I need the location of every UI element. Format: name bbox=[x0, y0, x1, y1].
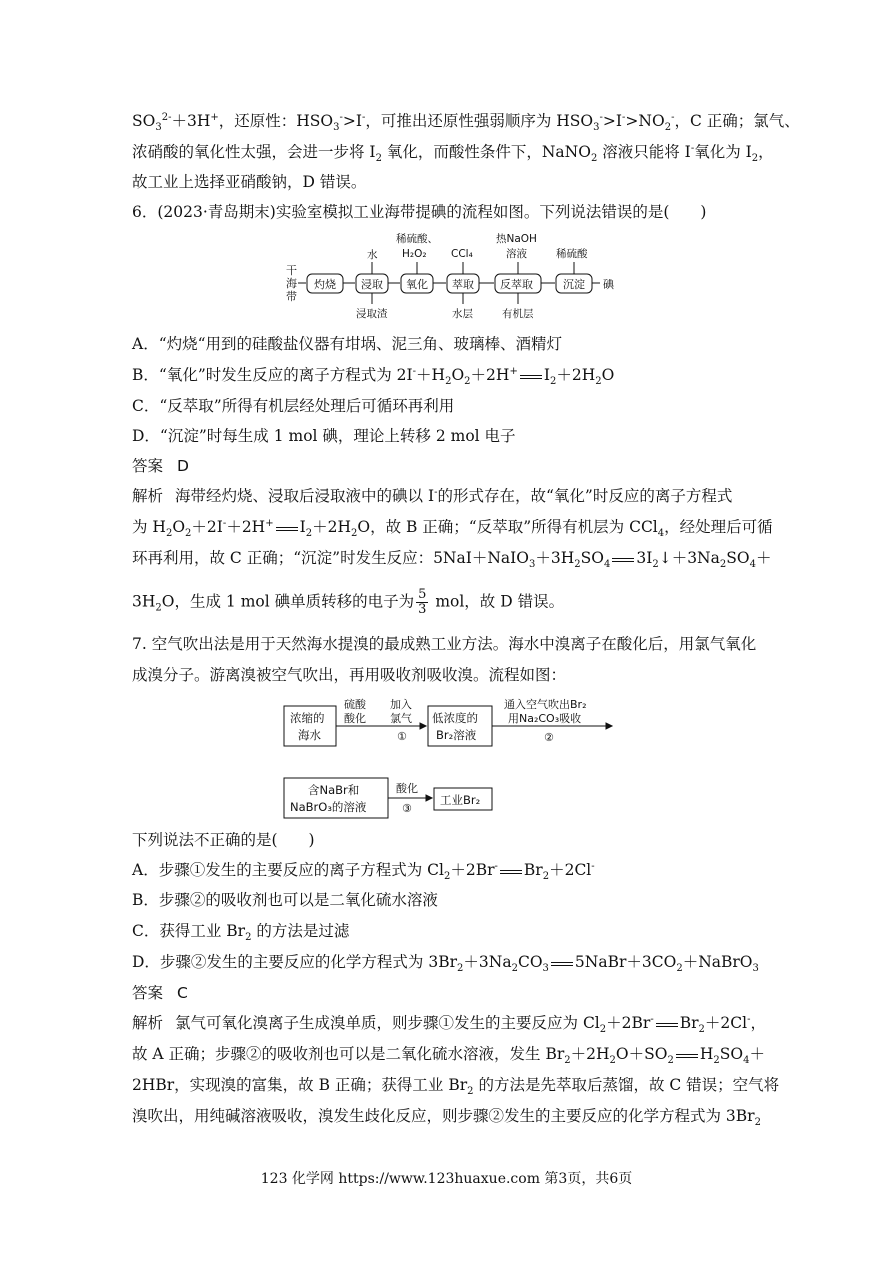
q6-analysis-line-1: 解析 海带经灼烧、浸取后浸取液中的碘以 I-的形式存在，故“氧化”时反应的离子方程式 bbox=[132, 486, 733, 505]
flow-step-precipitate: 沉淀 bbox=[563, 278, 585, 291]
q7-label-chlorine: 加入 bbox=[390, 698, 412, 711]
q7-step-3: ③ bbox=[402, 802, 412, 815]
q7-analysis-line-4: 溴吹出，用纯碱溶液吸收，溴发生歧化反应，则步骤②发生的主要反应的化学方程式为 $3Br_2$ bbox=[132, 1107, 761, 1129]
q7-option-a: A．步骤①发生的主要反应的离子方程式为 $Cl_2+2Br^-$ $Br_2+2Cl^-$ bbox=[132, 860, 595, 883]
q6-answer: 答案 D bbox=[132, 457, 189, 475]
flow-input-oxidant: H₂O₂ bbox=[402, 248, 427, 260]
q6-stem: 6．(2023·青岛期末)实验室模拟工业海带提碘的流程如图。下列说法错误的是( ) bbox=[132, 203, 707, 221]
q6-option-a: A．“灼烧“用到的硅酸盐仪器有坩埚、泥三角、玻璃棒、酒精灯 bbox=[132, 335, 563, 353]
flow-input-ccl4: CCl₄ bbox=[451, 248, 473, 260]
q7-analysis-line-2: 故 A 正确；步骤②的吸收剂也可以是二氧化硫水溶液，发生 $Br_2+2H_2O+SO_2$ $H_2SO_4+$ bbox=[132, 1045, 765, 1067]
flow-input-naoh: 热NaOH bbox=[496, 233, 537, 245]
q6-option-d: D．“沉淀”时每生成 1 mol 碘，理论上转移 2 mol 电子 bbox=[132, 427, 516, 445]
q5-explanation-line-1: $SO_3^{2-}+3H^+$，还原性：$HSO_3^->I^-$，可推出还原性强弱顺序为 $HSO_3^->I^->NO_2^-$，C 正确；氯气、 bbox=[132, 111, 800, 134]
flow-output-aqueous: 水层 bbox=[452, 308, 473, 320]
q7-answer: 答案 C bbox=[132, 984, 188, 1002]
page-footer: 123 化学网 https://www.123huaxue.com 第3页，共6页 bbox=[260, 1171, 633, 1187]
fraction-5-3: $\frac{5}{3}$ bbox=[418, 587, 427, 617]
q7-label-acid: 酸化 bbox=[344, 712, 366, 725]
q7-analysis-line-1: 解析 氯气可氧化溴离子生成溴单质，则步骤①发生的主要反应为 $Cl_2+2Br^-$ $Br_2+2Cl^-$， bbox=[132, 1013, 766, 1036]
q7-analysis-line-3: 2HBr，实现溴的富集，故 B 正确；获得工业 $Br_2$ 的方法是先萃取后蒸馏，故 C 错误；空气将 bbox=[132, 1076, 780, 1098]
flow-output-organic: 有机层 bbox=[502, 308, 534, 320]
q7-flow-diagram bbox=[280, 694, 620, 822]
q5-explanation-line-3: 故工业上选择亚硝酸钠，D 错误。 bbox=[132, 173, 367, 191]
flow-output-residue: 浸取渣 bbox=[356, 308, 388, 320]
q7-label-air: 通入空气吹出Br₂ bbox=[504, 698, 587, 711]
q6-option-c: C．“反萃取”所得有机层经处理后可循环再利用 bbox=[132, 397, 455, 415]
q7-box-seawater: 浓缩的 bbox=[290, 711, 325, 725]
q7-box-nabr: NaBrO₃的溶液 bbox=[290, 800, 367, 814]
flow-start-char: 带 bbox=[286, 290, 297, 303]
q7-box-nabr: 含NaBr和 bbox=[308, 783, 360, 797]
flow-start-char: 海 bbox=[286, 277, 297, 290]
q6-flow-diagram bbox=[276, 230, 626, 322]
q7-stem-line-2: 成溴分子。游离溴被空气吹出，再用吸收剂吸收溴。流程如图： bbox=[132, 666, 567, 684]
q7-step-1: ① bbox=[397, 730, 407, 743]
q6-analysis-line-4: $3H_2O$，生成 1 mol 碘单质转移的电子为 $\frac{5}{3}$ mol，故 D 错误。 bbox=[132, 587, 565, 617]
flow-step-back-extract: 反萃取 bbox=[500, 278, 533, 291]
q7-step-2: ② bbox=[544, 731, 554, 744]
q5-explanation-line-2: 浓硝酸的氧化性太强，会进一步将 $I_2$ 氧化，而酸性条件下，NaNO$_2$ 溶液只能将 I-氧化为 $I_2$， bbox=[132, 142, 774, 165]
q7-box-seawater: 海水 bbox=[298, 728, 321, 742]
flow-step-leach: 浸取 bbox=[361, 278, 383, 291]
flow-step-extract: 萃取 bbox=[452, 278, 474, 291]
q7-box-low-br2: 低浓度的 bbox=[432, 711, 478, 725]
q7-option-d: D．步骤②发生的主要反应的化学方程式为 $3Br_2+3Na_2CO_3$ $5NaBr+3CO_2+NaBrO_3$ bbox=[132, 953, 759, 975]
flow-start-char: 干 bbox=[286, 264, 297, 277]
q7-stem-line-1: 7. 空气吹出法是用于天然海水提溴的最成熟工业方法。海水中溴离子在酸化后，用氯气氧化 bbox=[132, 635, 757, 653]
flow-step-oxidize: 氧化 bbox=[406, 278, 428, 291]
flow-input-acid: 稀硫酸 bbox=[556, 248, 588, 260]
q7-option-b: B．步骤②的吸收剂也可以是二氧化硫水溶液 bbox=[132, 891, 438, 909]
q7-label-absorb: 用Na₂CO₃吸收 bbox=[508, 712, 582, 725]
q7-box-industrial-br2: 工业Br₂ bbox=[440, 793, 481, 807]
q7-label-acid-3: 酸化 bbox=[396, 782, 418, 795]
flow-input-naoh: 溶液 bbox=[506, 248, 527, 260]
q7-label-chlorine: 氯气 bbox=[390, 712, 412, 725]
q7-box-low-br2: Br₂溶液 bbox=[436, 728, 477, 742]
flow-input-oxidant: 稀硫酸、 bbox=[396, 233, 438, 245]
q7-label-acid: 硫酸 bbox=[344, 698, 366, 711]
flow-step-burn: 灼烧 bbox=[314, 278, 336, 291]
q6-analysis-line-3: 环再利用，故 C 正确；“沉淀”时发生反应：$5NaI+NaIO_3+3H_2SO_4$ $3I_2↓+3Na_2SO_4+$ bbox=[132, 549, 772, 571]
flow-end-iodine: 碘 bbox=[603, 278, 614, 291]
q7-question: 下列说法不正确的是( ) bbox=[132, 831, 315, 849]
flow-input-water: 水 bbox=[367, 249, 378, 261]
q6-analysis-line-2: 为 $H_2O_2+2I^-+2H^+$ $I_2+2H_2O$，故 B 正确；“反萃取”所得有机层为 CCl$_4$，经处理后可循 bbox=[132, 517, 773, 540]
q7-option-c: C．获得工业 $Br_2$ 的方法是过滤 bbox=[132, 922, 350, 944]
q6-option-b: B．“氧化”时发生反应的离子方程式为 $2I^-+H_2O_2+2H^+$ $I_2+2H_2O$ bbox=[132, 365, 615, 388]
